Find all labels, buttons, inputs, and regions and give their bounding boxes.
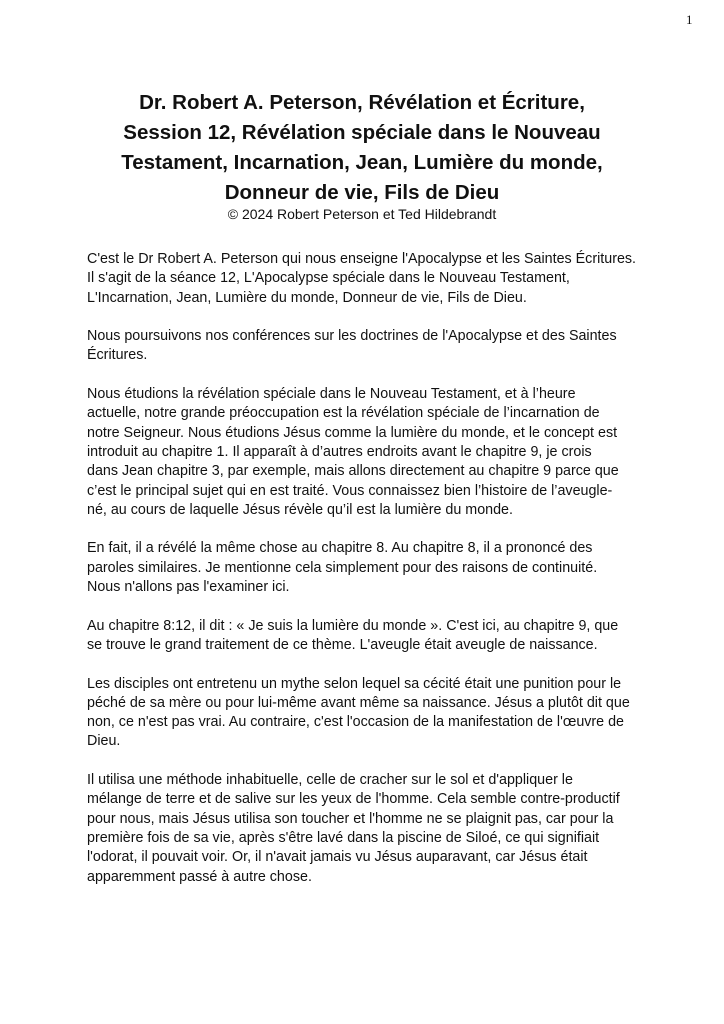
paragraph-line: Il utilisa une méthode inhabituelle, celle de cracher sur le sol et d'appliquer le xyxy=(87,772,573,789)
paragraph xyxy=(87,675,636,752)
paragraph xyxy=(87,327,636,366)
paragraph-line: l'odorat, il pouvait voir. Or, il n'avait jamais vu Jésus auparavant, car Jésus était xyxy=(87,849,588,866)
paragraph-line: L'Incarnation, Jean, Lumière du monde, Donneur de vie, Fils de Dieu. xyxy=(87,289,527,306)
title-line: Testament, Incarnation, Jean, Lumière du monde, xyxy=(121,151,603,174)
paragraph-line: introduit au chapitre 1. Il apparaît à d’autres endroits avant le chapitre 9, je crois xyxy=(87,443,592,460)
paragraph-line: se trouve le grand traitement de ce thème. L'aveugle était aveugle de naissance. xyxy=(87,636,598,653)
paragraph-line: actuelle, notre grande préoccupation est la révélation spéciale de l’incarnation de xyxy=(87,405,600,422)
paragraph xyxy=(87,250,636,308)
paragraph xyxy=(87,539,636,597)
paragraph-line: C'est le Dr Robert A. Peterson qui nous enseigne l'Apocalypse et les Saintes Écritures. xyxy=(87,251,637,267)
paragraph-line: Au chapitre 8:12, il dit : « Je suis la lumière du monde ». C'est ici, au chapitre 9, que xyxy=(87,617,619,634)
paragraph xyxy=(87,617,636,656)
paragraph-line: né, au cours de laquelle Jésus révèle qu’il est la lumière du monde. xyxy=(87,501,513,518)
title-line: Donneur de vie, Fils de Dieu xyxy=(224,181,500,204)
paragraph-line: apparemment passé à autre chose. xyxy=(87,868,312,885)
paragraph-line: c’est le principal sujet qui en est traité. Vous connaissez bien l’histoire de l’aveugle- xyxy=(87,482,613,499)
paragraph-line: mélange de terre et de salive sur les yeux de l'homme. Cela semble contre-productif xyxy=(87,791,620,808)
paragraph-line: Écritures. xyxy=(87,347,148,364)
paragraph-line: Il s'agit de la séance 12, L'Apocalypse spéciale dans le Nouveau Testament, xyxy=(87,270,570,287)
paragraph-line: En fait, il a révélé la même chose au chapitre 8. Au chapitre 8, il a prononcé des xyxy=(87,540,593,557)
paragraph-line: Dieu. xyxy=(87,733,121,750)
document-body xyxy=(87,250,636,906)
paragraph xyxy=(87,771,636,887)
paragraph-line: non, ce n'est pas vrai. Au contraire, c'est l'occasion de la manifestation de l'œuvre de xyxy=(87,714,625,731)
page-number: 1 xyxy=(686,12,693,27)
document-title xyxy=(0,88,724,208)
paragraph-line: Nous n'allons pas l'examiner ici. xyxy=(87,579,290,596)
title-line: Dr. Robert A. Peterson, Révélation et Écriture, xyxy=(139,91,585,114)
paragraph-line: première fois de sa vie, après s'être lavé dans la piscine de Siloé, ce qui signifiait xyxy=(87,829,600,846)
copyright-notice: © 2024 Robert Peterson et Ted Hildebrandt xyxy=(227,206,497,222)
paragraph-line: paroles similaires. Je mentionne cela simplement pour des raisons de continuité. xyxy=(87,559,598,576)
title-line: Session 12, Révélation spéciale dans le Nouveau xyxy=(123,121,601,144)
paragraph-line: Les disciples ont entretenu un mythe selon lequel sa cécité était une punition pour le xyxy=(87,675,622,692)
paragraph-line: Nous poursuivons nos conférences sur les doctrines de l'Apocalypse et des Saintes xyxy=(87,328,617,345)
paragraph-line: péché de sa mère ou pour lui-même avant même sa naissance. Jésus a plutôt dit que xyxy=(87,694,630,711)
paragraph-line: notre Seigneur. Nous étudions Jésus comme la lumière du monde, et le concept est xyxy=(87,424,618,441)
paragraph-line: Nous étudions la révélation spéciale dans le Nouveau Testament, et à l’heure xyxy=(87,386,576,403)
paragraph-line: pour nous, mais Jésus utilisa son toucher et l'homme ne se plaignit pas, car pour la xyxy=(87,810,614,827)
paragraph xyxy=(87,385,636,520)
paragraph-line: dans Jean chapitre 3, par exemple, mais allons directement au chapitre 9 parce que xyxy=(87,463,619,480)
